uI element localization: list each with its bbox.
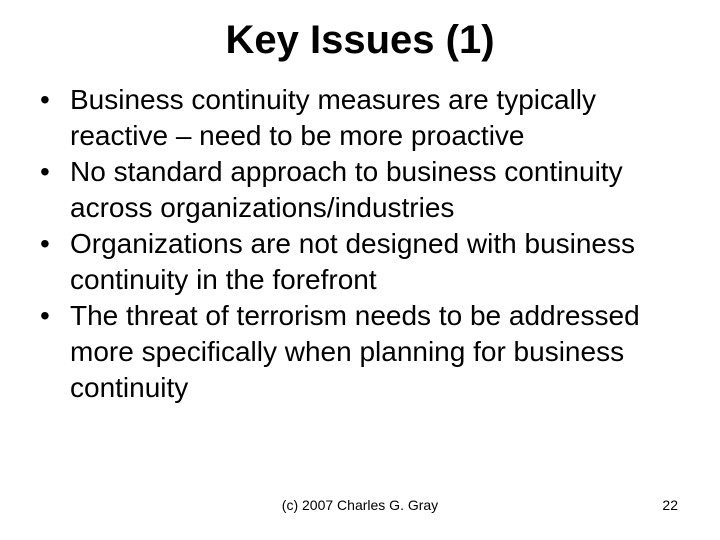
bullet-item	[40, 154, 700, 226]
bullet-icon: •	[40, 228, 50, 259]
bullet-list	[40, 82, 700, 406]
footer-credit: (c) 2007 Charles G. Gray	[281, 497, 439, 513]
bullet-item	[40, 82, 700, 154]
bullet-text: Organizations are not designed with business continuity in the forefront	[70, 228, 636, 295]
bullet-text: The threat of terrorism needs to be addressed more specifically when planning for business continuity	[70, 300, 640, 403]
bullet-item	[40, 226, 700, 298]
bullet-icon: •	[40, 300, 50, 331]
bullet-text: No standard approach to business continuity across organizations/industries	[70, 156, 623, 223]
bullet-text: Business continuity measures are typically reactive – need to be more proactive	[70, 84, 597, 151]
page-number: 22	[662, 497, 678, 513]
bullet-icon: •	[40, 156, 50, 187]
bullet-icon: •	[40, 84, 50, 115]
bullet-item	[40, 298, 700, 406]
slide-title: Key Issues (1)	[225, 18, 495, 62]
